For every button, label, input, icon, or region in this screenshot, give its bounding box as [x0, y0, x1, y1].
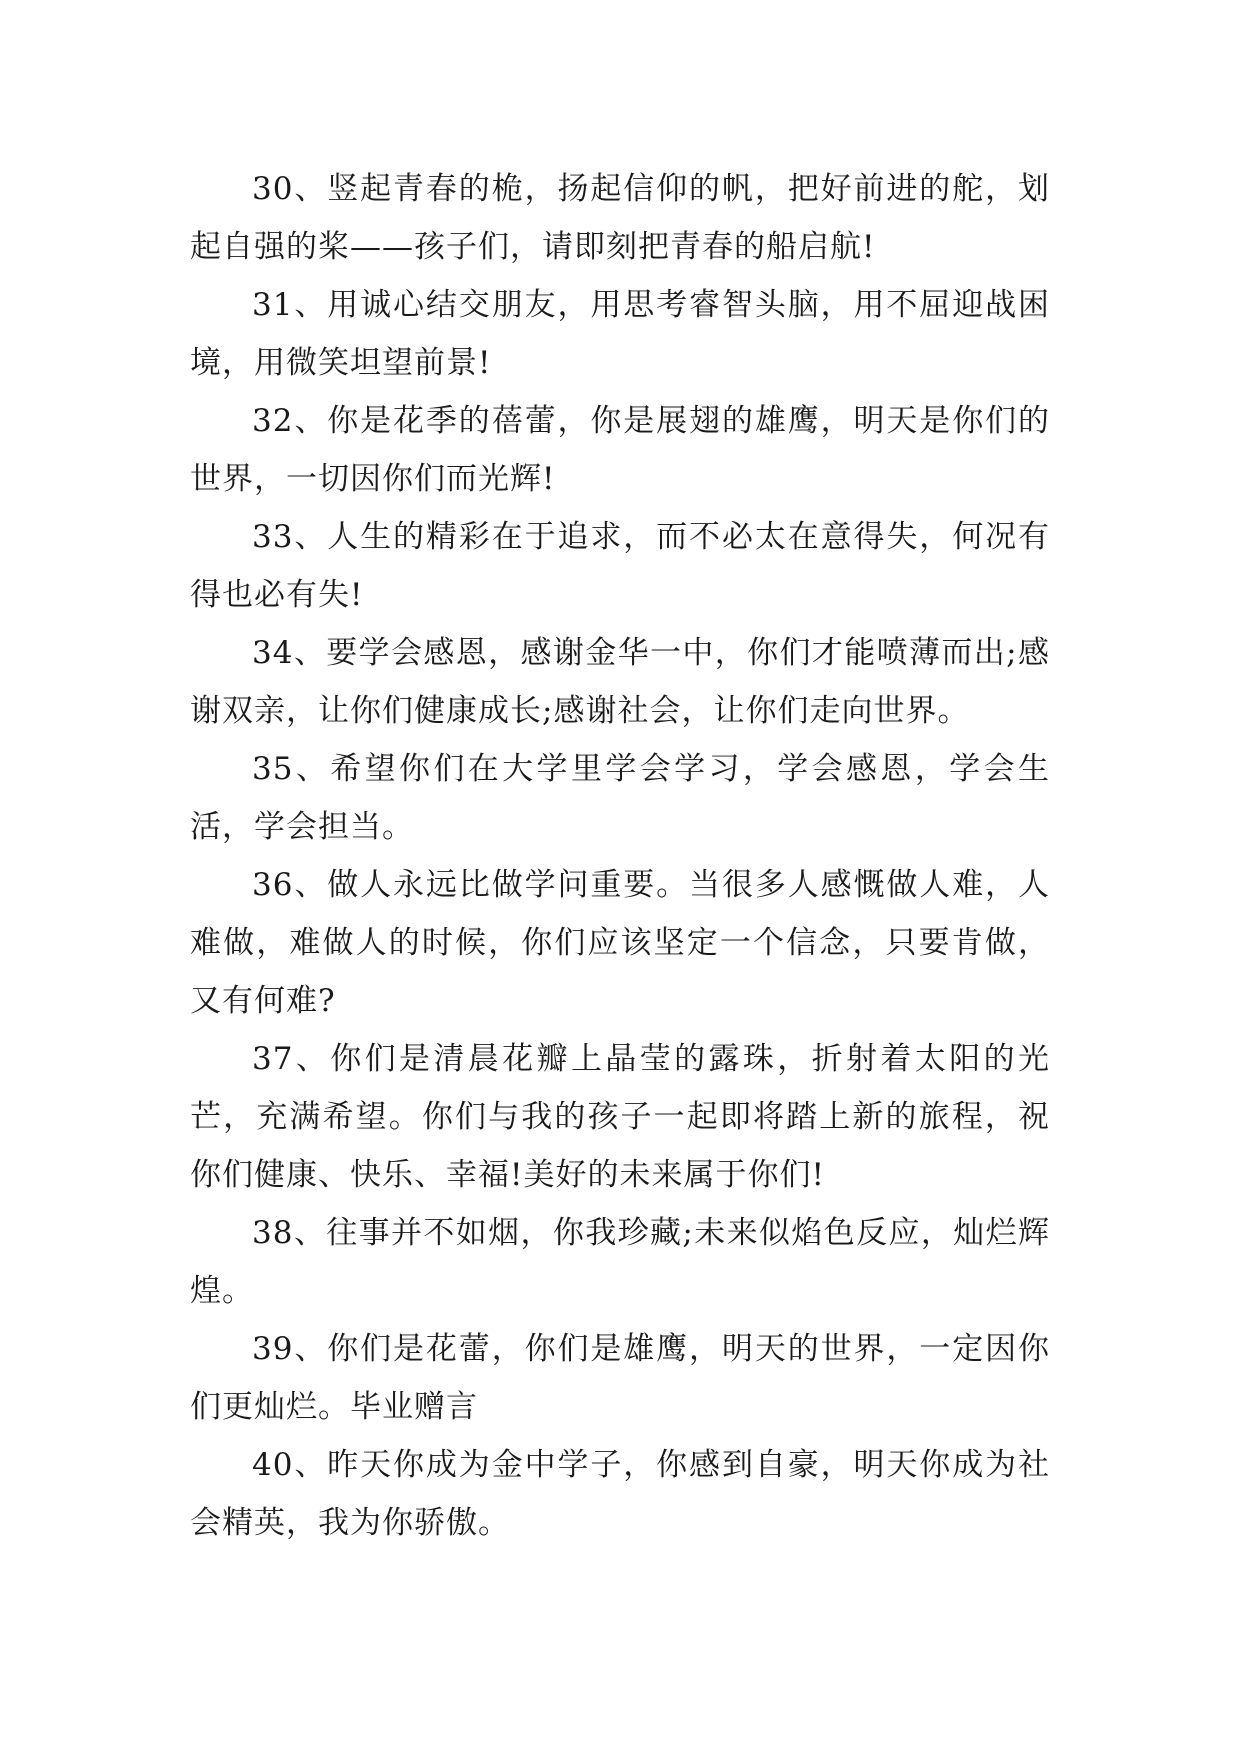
paragraph-38: 38、往事并不如烟，你我珍藏;未来似焰色反应，灿烂辉煌。	[190, 1215, 1050, 1309]
paragraph-30: 30、竖起青春的桅，扬起信仰的帆，把好前进的舵，划起自强的桨——孩子们，请即刻把青春的船启航!	[190, 171, 1050, 265]
paragraph-32: 32、你是花季的蓓蕾，你是展翅的雄鹰，明天是你们的世界，一切因你们而光辉!	[190, 403, 1050, 497]
paragraph-37: 37、你们是清晨花瓣上晶莹的露珠，折射着太阳的光芒，充满希望。你们与我的孩子一起即将踏上新的旅程，祝你们健康、快乐、幸福!美好的未来属于你们!	[190, 1041, 1050, 1193]
paragraph-34: 34、要学会感恩，感谢金华一中，你们才能喷薄而出;感谢双亲，让你们健康成长;感谢社会，让你们走向世界。	[190, 635, 1050, 729]
paragraph-40: 40、昨天你成为金中学子，你感到自豪，明天你成为社会精英，我为你骄傲。	[190, 1447, 1050, 1541]
paragraph-31: 31、用诚心结交朋友，用思考睿智头脑，用不屈迎战困境，用微笑坦望前景!	[190, 287, 1050, 381]
document-body	[190, 160, 1050, 1552]
paragraph-33: 33、人生的精彩在于追求，而不必太在意得失，何况有得也必有失!	[190, 519, 1050, 613]
paragraph-39: 39、你们是花蕾，你们是雄鹰，明天的世界，一定因你们更灿烂。毕业赠言	[190, 1331, 1050, 1425]
paragraph-36: 36、做人永远比做学问重要。当很多人感慨做人难，人难做，难做人的时候，你们应该坚定一个信念，只要肯做，又有何难?	[190, 867, 1050, 1019]
paragraph-35: 35、希望你们在大学里学会学习，学会感恩，学会生活，学会担当。	[190, 751, 1050, 845]
